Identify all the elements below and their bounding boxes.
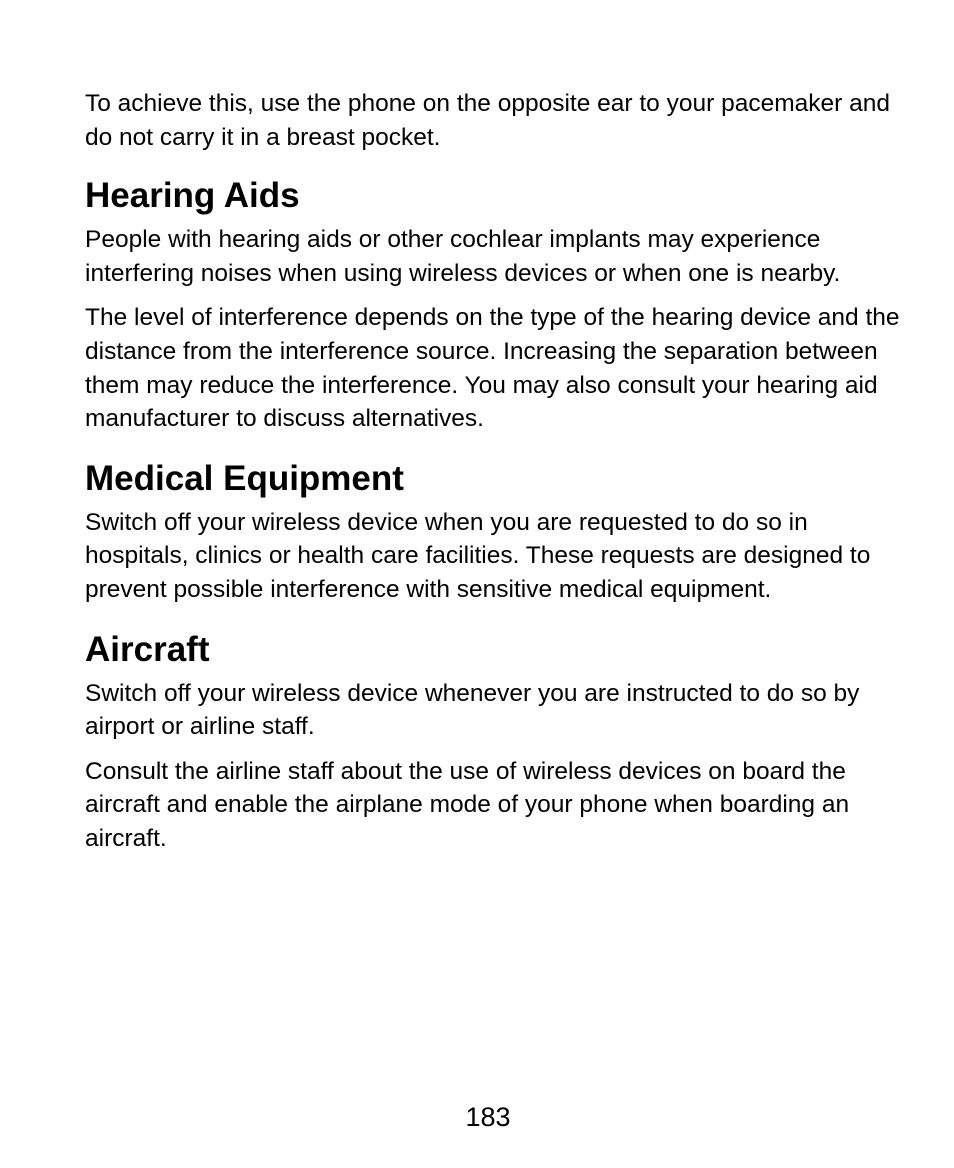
section-title-aircraft: Aircraft (85, 629, 210, 669)
section-aircraft (85, 629, 905, 856)
section-medical-equipment (85, 458, 905, 607)
section-title-hearing-aids: Hearing Aids (85, 176, 300, 216)
section-hearing-aids (85, 175, 905, 436)
paragraph: People with hearing aids or other cochlear implants may experience interfering noises when using wireless devices or when one is nearby. (85, 226, 841, 287)
paragraph: Switch off your wireless device when you are requested to do so in hospitals, clinics or health care facilities. These requests are designed to prevent possible interference with sensitive medical equipment. (85, 508, 871, 603)
page-number: 183 (465, 1102, 511, 1132)
paragraph: Switch off your wireless device whenever you are instructed to do so by airport or airline staff. (85, 679, 860, 741)
paragraph: The level of interference depends on the type of the hearing device and the distance from the interference source. Increasing the separation between them may reduce the interference. You may also consult your hearing aid manufacturer to discuss alternatives. (85, 304, 900, 433)
intro-paragraph: To achieve this, use the phone on the opposite ear to your pacemaker and do not carry it in a breast pocket. (85, 90, 890, 151)
paragraph: Consult the airline staff about the use of wireless devices on board the aircraft and enable the airplane mode of your phone when boarding an aircraft. (85, 757, 850, 852)
section-title-medical-equipment: Medical Equipment (85, 458, 404, 498)
page-content (85, 87, 905, 878)
